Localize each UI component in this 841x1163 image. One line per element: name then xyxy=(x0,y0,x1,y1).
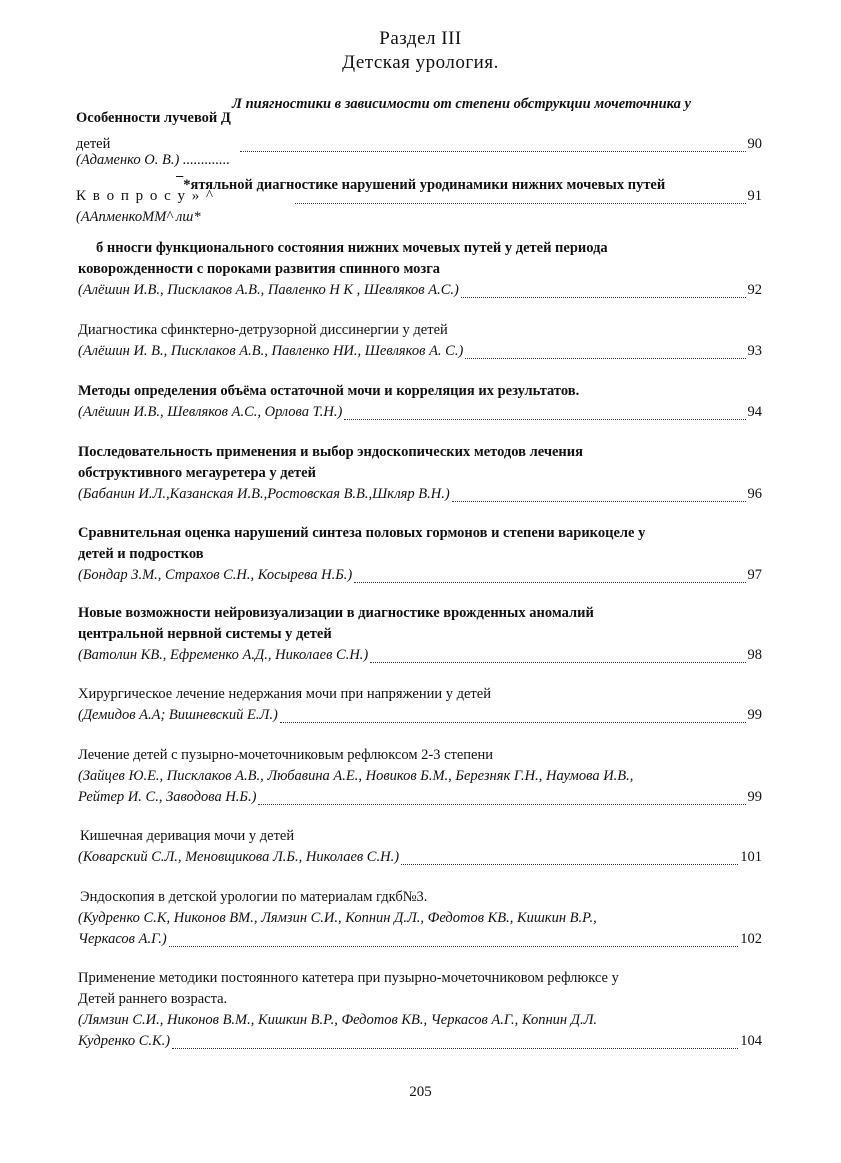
entry-1-title-start: Особенности лучевой Д xyxy=(76,110,231,126)
toc-entry-title: Методы определения объёма остаточной мочи и корреляция их результатов. xyxy=(78,383,580,399)
toc-entry-authors: (Зайцев Ю.Е., Писклаков А.В., Любавина А.Е., Новиков Б.М., Березняк Г.Н., Наумова И.В., xyxy=(78,768,634,784)
toc-entry-authors: (Алёшин И.В., Писклаков А.В., Павленко Н К , Шевляков А.С.) xyxy=(78,282,459,298)
section-heading: Раздел III xyxy=(379,28,462,49)
leader-dots xyxy=(401,851,738,865)
toc-entry-title: Эндоскопия в детской урологии по материалам гдкб№3. xyxy=(80,889,428,905)
entry-1-authors: (Адаменко О. В.) ............. xyxy=(76,152,231,168)
entry-2-authors: (ААпменкоММ^ лш* xyxy=(76,209,201,225)
entry-2-page: 91 xyxy=(747,188,762,204)
toc-entry-page: 104 xyxy=(740,1033,762,1049)
leader-dots xyxy=(280,709,746,723)
toc-entry-authors: (Бондар З.М., Страхов С.Н., Косырева Н.Б.) xyxy=(78,567,353,583)
toc-entry-title: Последовательность применения и выбор эндоскопических методов лечения xyxy=(78,444,583,460)
toc-entry-page: 93 xyxy=(747,343,762,359)
entry-2-title-fragment: *ятяльной диагностике нарушений уродинамики нижних мочевых путей xyxy=(183,177,666,193)
toc-entry-title: Применение методики постоянного катетера при пузырно-мочеточниковом рефлюксе у xyxy=(78,970,619,986)
entry-2-line xyxy=(76,188,762,205)
section-title: Детская урология. xyxy=(342,52,499,73)
toc-entry-title: обструктивного мегауретера у детей xyxy=(78,465,316,481)
leader-dots xyxy=(461,284,746,298)
toc-entry xyxy=(78,603,762,666)
page-number: 205 xyxy=(409,1084,432,1100)
toc-entry-title: Диагностика сфинктерно-детрузорной диссинергии у детей xyxy=(78,322,448,338)
toc-entry-authors: (Алёшин И.В., Шевляков А.С., Орлова Т.Н.) xyxy=(78,404,343,420)
toc-entry-authors: (Коварский С.Л., Меновщикова Л.Б., Николаев С.Н.) xyxy=(78,849,400,865)
toc-entry-page: 96 xyxy=(747,486,762,502)
toc-entry-page: 98 xyxy=(747,647,762,663)
entry-1-page: 90 xyxy=(747,136,762,152)
toc-entry-title: детей и подростков xyxy=(78,546,204,562)
toc-entry-title: Лечение детей с пузырно-мочеточниковым рефлюксом 2-3 степени xyxy=(78,747,494,763)
toc-entry-title: Хирургическое лечение недержания мочи при напряжении у детей xyxy=(78,686,491,702)
toc-entry-title: Новые возможности нейровизуализации в диагностике врожденных аномалий xyxy=(78,605,594,621)
entry-1-line xyxy=(76,136,762,153)
toc-entry-authors: (Алёшин И. В., Писклаков А.В., Павленко НИ., Шевляков А. С.) xyxy=(78,343,464,359)
toc-entry-page: 97 xyxy=(747,567,762,583)
toc-entry-authors: Кудренко С.К.) xyxy=(78,1033,171,1049)
toc-entry-authors: (Ватолин КВ., Ефременко А.Д., Николаев С.Н.) xyxy=(78,647,369,663)
toc-entry xyxy=(78,238,762,301)
toc-entry-title: центральной нервной системы у детей xyxy=(78,626,332,642)
toc-entry xyxy=(78,887,762,950)
toc-entry-page: 94 xyxy=(747,404,762,420)
toc-entry-page: 102 xyxy=(740,931,762,947)
toc-entry-page: 99 xyxy=(747,707,762,723)
toc-entry-title: б нносги функционального состояния нижних мочевых путей у детей периода xyxy=(96,240,608,256)
toc-entry-title: коворожденности с пороками развития спинного мозга xyxy=(78,261,441,277)
toc-entry-authors: (Бабанин И.Л.,Казанская И.В.,Ростовская В.В.,Шкляр В.Н.) xyxy=(78,486,450,502)
toc-entry xyxy=(78,684,762,726)
toc-entry xyxy=(78,968,762,1052)
toc-entry-title: Кишечная деривация мочи у детей xyxy=(80,828,295,844)
entry-2-title-start: К в о п р о с у » ^ xyxy=(76,188,215,204)
leader-dots xyxy=(452,488,746,502)
leader-dots xyxy=(344,406,745,420)
toc-entry xyxy=(78,320,762,362)
toc-entry-authors: Рейтер И. С., Заводова Н.Б.) xyxy=(78,789,257,805)
toc-entry-page: 92 xyxy=(747,282,762,298)
toc-entry xyxy=(78,381,762,423)
toc-entry xyxy=(78,523,762,586)
toc-entry-page: 101 xyxy=(740,849,762,865)
toc-entry-authors: Черкасов А.Г.) xyxy=(78,931,167,947)
toc-entry-title: Сравнительная оценка нарушений синтеза половых гормонов и степени варикоцеле у xyxy=(78,525,646,541)
toc-entry-authors: (Лямзин С.И., Никонов В.М., Кишкин В.Р., Федотов КВ., Черкасов А.Г., Копнин Д.Л. xyxy=(78,1012,598,1028)
leader-dots xyxy=(465,345,745,359)
toc-entry-title: Детей раннего возраста. xyxy=(78,991,228,1007)
entry-1-title-end: детей xyxy=(76,136,111,152)
toc-entry-authors: (Кудренко С.К, Никонов ВМ., Лямзин С.И., Копнин Д.Л., Федотов КВ., Кишкин В.Р., xyxy=(78,910,597,926)
toc-entry xyxy=(78,826,762,868)
toc-entry xyxy=(78,745,762,808)
entry-1-title-fragment: Л пиягностики в зависимости от степени обструкции мочеточника у xyxy=(232,96,691,112)
leader-dots xyxy=(172,1035,738,1049)
toc-entry xyxy=(78,442,762,505)
leader-dots xyxy=(354,569,745,583)
toc-entry-authors: (Демидов А.А; Вишневский Е.Л.) xyxy=(78,707,278,723)
leader-dots xyxy=(370,649,745,663)
leader-dots xyxy=(169,933,739,947)
leader-dots xyxy=(258,791,745,805)
toc-entry-page: 99 xyxy=(747,789,762,805)
